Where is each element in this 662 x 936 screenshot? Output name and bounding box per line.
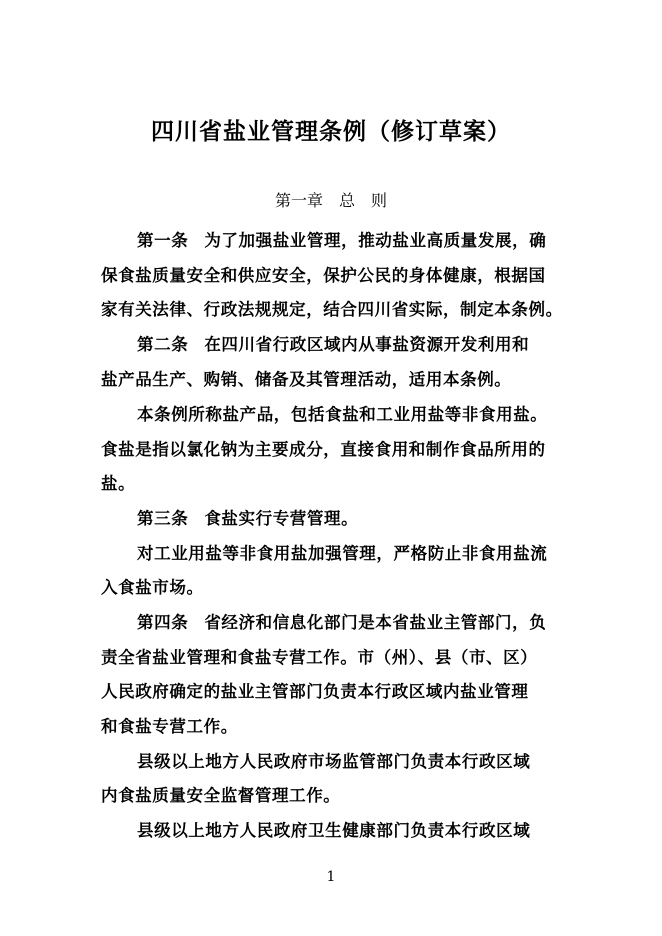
line-text: 省经济和信息化部门是本省盐业主管部门，负	[204, 613, 547, 632]
article-label: 第四条	[137, 613, 189, 632]
paragraph-line: 入食盐市场。	[101, 578, 204, 597]
paragraph-line: 家有关法律、行政法规规定，结合四川省实际，制定本条例。	[101, 300, 563, 319]
paragraph-line: 盐。	[101, 474, 136, 493]
paragraph-line: 保食盐质量安全和供应安全，保护公民的身体健康，根据国	[101, 266, 546, 285]
paragraph-line	[137, 609, 546, 633]
paragraph-line: 本条例所称盐产品，包括食盐和工业用盐等非食用盐。	[137, 405, 548, 424]
paragraph-line	[137, 505, 358, 529]
paragraph-line: 和食盐专营工作。	[101, 717, 238, 736]
page-number: 1	[326, 869, 336, 885]
paragraph-line: 食盐是指以氯化钠为主要成分，直接食用和制作食品所用的	[101, 440, 546, 459]
paragraph-line: 盐产品生产、购销、储备及其管理活动，适用本条例。	[101, 370, 512, 389]
article-label: 第一条	[137, 231, 189, 250]
article-label: 第二条	[137, 335, 189, 354]
paragraph-line: 对工业用盐等非食用盐加强管理，严格防止非食用盐流	[137, 544, 548, 563]
paragraph-line: 内食盐质量安全监督管理工作。	[101, 786, 341, 805]
line-text: 为了加强盐业管理，推动盐业高质量发展，确	[204, 231, 547, 250]
paragraph-line: 人民政府确定的盐业主管部门负责本行政区域内盐业管理	[101, 682, 529, 701]
line-text: 食盐实行专营管理。	[204, 509, 359, 528]
paragraph-line: 县级以上地方人民政府市场监管部门负责本行政区域	[137, 752, 531, 771]
paragraph-line	[137, 331, 529, 355]
paragraph-line: 责全省盐业管理和食盐专营工作。市（州）、县（市、区）	[101, 648, 538, 667]
paragraph-line: 县级以上地方人民政府卫生健康部门负责本行政区域	[137, 821, 531, 840]
article-label: 第三条	[137, 509, 189, 528]
paragraph-line	[137, 227, 546, 251]
chapter-heading: 第一章 总 则	[274, 191, 387, 210]
document-title: 四川省盐业管理条例（修订草案）	[151, 118, 511, 145]
line-text: 在四川省行政区域内从事盐资源开发利用和	[204, 335, 530, 354]
